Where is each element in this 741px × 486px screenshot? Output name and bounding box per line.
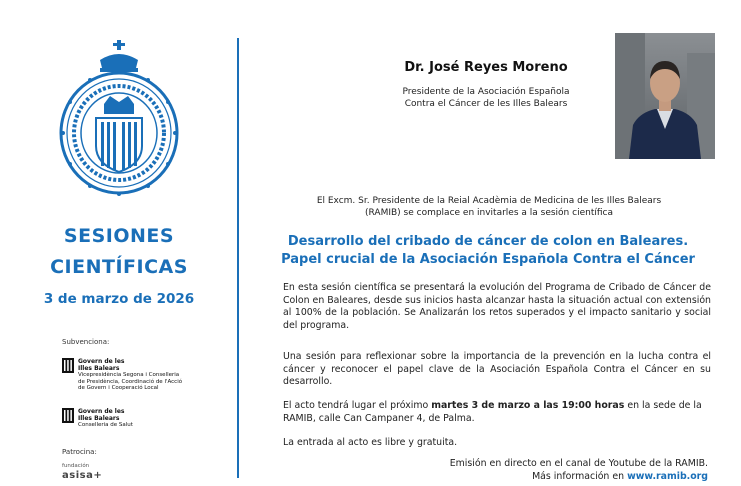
speaker-photo [615, 33, 715, 159]
session-date: 3 de marzo de 2026 [43, 291, 195, 307]
sponsor-logo-line2: asisa+ [62, 470, 103, 481]
body-paragraph-4: La entrada al acto es libre y gratuita. [283, 437, 458, 448]
speaker-name: Dr. José Reyes Moreno [404, 60, 568, 75]
invitation-text: El Excm. Sr. Presidente de la Reial Acadèmia de Medicina de les Illes Balears (RAMIB) se complace en invitarles a la sesión científica [316, 196, 662, 218]
website-link[interactable]: www.ramib.org [627, 470, 708, 482]
body-paragraph-2: Una sesión para reflexionar sobre la importancia de la prevención en la lucha contra el cáncer y reconocer el papel clave de la Asociación Española Contra el Cáncer en su desarrollo. [283, 351, 711, 387]
sessions-title-line1: SESIONES [63, 225, 175, 247]
govern-logo-icon [62, 358, 74, 373]
govern-salut-text: Govern de les Illes Balears Conselleria de Salut [78, 408, 133, 428]
footer-info: Emisión en directo en el canal de Youtube de la RAMIB. Más información en www.ramib.org [449, 458, 708, 482]
sponsor-logo-line1: fundación [62, 463, 90, 469]
left-column [0, 0, 238, 486]
body-paragraph-1: En esta sesión científica se presentará la evolución del Programa de Cribado de Cáncer de Colon en Baleares, desde sus inicios hasta alcanzar hasta la situación actual con extensión al 100% de la población. Se Analizarán los retos superados y el impacto sanitario y social del programa. [283, 282, 711, 331]
academy-seal-logo [56, 38, 182, 198]
session-headline: Desarrollo del cribado de cáncer de colon en Baleares. Papel crucial de la Asociación Española Contra el Cáncer [281, 234, 695, 267]
body-paragraph-3: El acto tendrá lugar el próximo martes 3 de marzo a las 19:00 horas en la sede de la RAMIB, calle Can Campaner 4, de Palma. [283, 400, 702, 424]
govern-presidencia-text: Govern de les Illes Balears Vicepresidència Segona i Conselleria de Presidència, Coordinació de l'Acció de Govern i Cooperació Local [78, 358, 183, 391]
subvenciona-label: Subvenciona: [62, 338, 110, 346]
vertical-divider [237, 38, 239, 478]
speaker-role: Presidente de la Asociación Española Contra el Cáncer de les Illes Balears [402, 87, 570, 109]
govern-salut-logo-icon [62, 408, 74, 423]
patrocina-label: Patrocina: [62, 448, 97, 456]
sessions-title-line2: CIENTÍFICAS [50, 256, 188, 278]
